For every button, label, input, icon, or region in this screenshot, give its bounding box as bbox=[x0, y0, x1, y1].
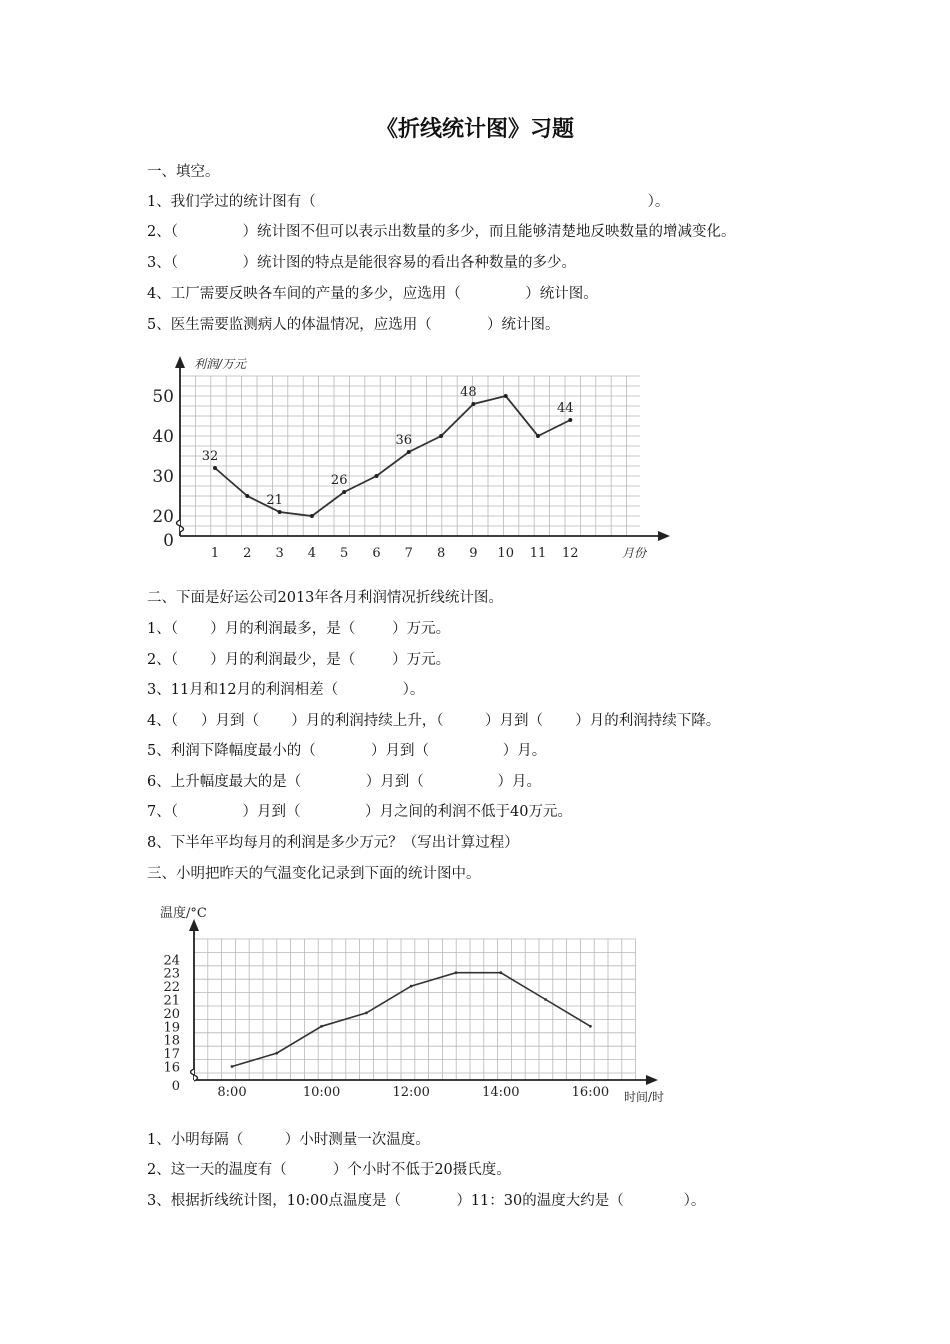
x-tick-label: 8:00 bbox=[217, 1085, 247, 1100]
y-tick-label: 0 bbox=[171, 1079, 180, 1094]
x-tick-label: 4 bbox=[307, 546, 317, 561]
section3-heading: 三、小明把昨天的气温变化记录到下面的统计图中。 bbox=[147, 866, 481, 882]
x-tick-label: 1 bbox=[210, 546, 220, 561]
x-tick-label: 14:00 bbox=[482, 1085, 520, 1100]
data-point bbox=[231, 1065, 234, 1068]
y-tick-label: 16 bbox=[163, 1060, 180, 1076]
s1-question-4: 4、工厂需要反映各车间的产量的多少，应选用（ ）统计图。 bbox=[147, 286, 598, 302]
y-axis-title: 利润/万元 bbox=[194, 357, 247, 371]
x-axis-arrow bbox=[658, 531, 670, 541]
s2-question-5: 5、利润下降幅度最小的（ ）月到（ ）月。 bbox=[147, 743, 547, 759]
data-point bbox=[471, 402, 475, 406]
data-point bbox=[275, 1052, 278, 1055]
data-point bbox=[439, 434, 443, 438]
x-axis-arrow bbox=[646, 1075, 658, 1085]
s2-question-4: 4、（ ）月到（ ）月的利润持续上升，（ ）月到（ ）月的利润持续下降。 bbox=[147, 713, 721, 729]
y-tick-label: 18 bbox=[163, 1033, 180, 1049]
y-tick-label: 17 bbox=[163, 1047, 180, 1063]
section2-heading: 二、下面是好运公司2013年各月利润情况折线统计图。 bbox=[147, 590, 503, 606]
data-point bbox=[310, 514, 314, 518]
s2-question-7: 7、（ ）月到（ ）月之间的利润不低于40万元。 bbox=[147, 804, 572, 820]
data-label: 32 bbox=[201, 449, 219, 464]
s2-question-8: 8、下半年平均每月的利润是多少万元？（写出计算过程） bbox=[147, 835, 519, 851]
y-tick-label: 30 bbox=[152, 467, 174, 487]
s3-question-3: 3、根据折线统计图，10:00点温度是（ ）11：30的温度大约是（ ）。 bbox=[147, 1193, 706, 1209]
data-label: 21 bbox=[266, 493, 283, 508]
data-point bbox=[536, 434, 540, 438]
x-tick-label: 10:00 bbox=[302, 1085, 341, 1100]
y-tick-label: 0 bbox=[163, 531, 174, 551]
x-tick-label: 2 bbox=[243, 546, 252, 561]
x-tick-label: 11 bbox=[529, 546, 547, 561]
s2-question-6: 6、上升幅度最大的是（ ）月到（ ）月。 bbox=[147, 774, 541, 790]
data-label: 26 bbox=[330, 473, 348, 488]
y-tick-label: 24 bbox=[163, 953, 180, 969]
x-tick-label: 7 bbox=[404, 546, 413, 561]
x-tick-label: 12 bbox=[562, 546, 579, 561]
x-tick-label: 6 bbox=[372, 546, 381, 561]
page-title: 《折线统计图》习题 bbox=[375, 116, 574, 142]
x-tick-label: 10 bbox=[497, 546, 514, 561]
y-tick-label: 19 bbox=[163, 1020, 180, 1036]
data-point bbox=[407, 450, 411, 454]
s2-question-2: 2、（ ）月的利润最少，是（ ）万元。 bbox=[147, 652, 451, 668]
data-point bbox=[342, 490, 346, 494]
data-point bbox=[499, 971, 502, 974]
data-point bbox=[455, 971, 458, 974]
x-tick-label: 9 bbox=[469, 546, 478, 561]
y-tick-label: 22 bbox=[163, 980, 180, 996]
s1-question-1: 1、我们学过的统计图有（ ）。 bbox=[147, 194, 670, 210]
x-tick-label: 3 bbox=[275, 546, 284, 561]
s1-question-3: 3、（ ）统计图的特点是能很容易的看出各种数量的多少。 bbox=[147, 255, 577, 271]
data-point bbox=[245, 494, 249, 498]
s3-question-2: 2、这一天的温度有（ ）个小时不低于20摄氏度。 bbox=[147, 1162, 511, 1178]
x-axis-title: 月份 bbox=[622, 546, 647, 560]
data-point bbox=[213, 466, 217, 470]
profit-line-chart bbox=[150, 350, 680, 572]
s2-question-1: 1、（ ）月的利润最多，是（ ）万元。 bbox=[147, 621, 451, 637]
data-point bbox=[320, 1025, 323, 1028]
axis-break-mark bbox=[191, 1069, 198, 1081]
data-point bbox=[278, 510, 282, 514]
y-tick-label: 40 bbox=[152, 427, 174, 447]
x-tick-label: 5 bbox=[340, 546, 349, 561]
y-tick-label: 21 bbox=[163, 993, 180, 1009]
x-axis-title: 时间/时 bbox=[624, 1090, 665, 1104]
data-label: 48 bbox=[460, 385, 477, 400]
x-tick-label: 12:00 bbox=[392, 1085, 430, 1100]
s3-question-1: 1、小明每隔（ ）小时测量一次温度。 bbox=[147, 1132, 430, 1148]
y-tick-label: 50 bbox=[152, 387, 174, 407]
data-point bbox=[375, 474, 379, 478]
y-tick-label: 20 bbox=[163, 1006, 180, 1022]
y-axis-title: 温度/°C bbox=[160, 906, 207, 921]
y-tick-label: 23 bbox=[163, 966, 180, 982]
section1-heading: 一、填空。 bbox=[147, 164, 220, 180]
data-label: 44 bbox=[557, 401, 574, 416]
x-tick-label: 16:00 bbox=[571, 1085, 610, 1100]
data-point bbox=[544, 998, 547, 1001]
s2-question-3: 3、11月和12月的利润相差（ ）。 bbox=[147, 682, 425, 698]
data-point bbox=[568, 418, 572, 422]
data-point bbox=[410, 985, 413, 988]
temperature-line-chart bbox=[150, 895, 690, 1110]
y-axis-arrow bbox=[175, 356, 185, 368]
s1-question-2: 2、（ ）统计图不但可以表示出数量的多少，而且能够清楚地反映数量的增减变化。 bbox=[147, 224, 736, 240]
data-point bbox=[589, 1025, 592, 1028]
data-point bbox=[365, 1012, 368, 1015]
y-tick-label: 20 bbox=[152, 507, 174, 527]
data-point bbox=[504, 394, 508, 398]
s1-question-5: 5、医生需要监测病人的体温情况，应选用（ ）统计图。 bbox=[147, 317, 560, 333]
data-label: 36 bbox=[395, 433, 413, 448]
x-tick-label: 8 bbox=[436, 546, 446, 561]
